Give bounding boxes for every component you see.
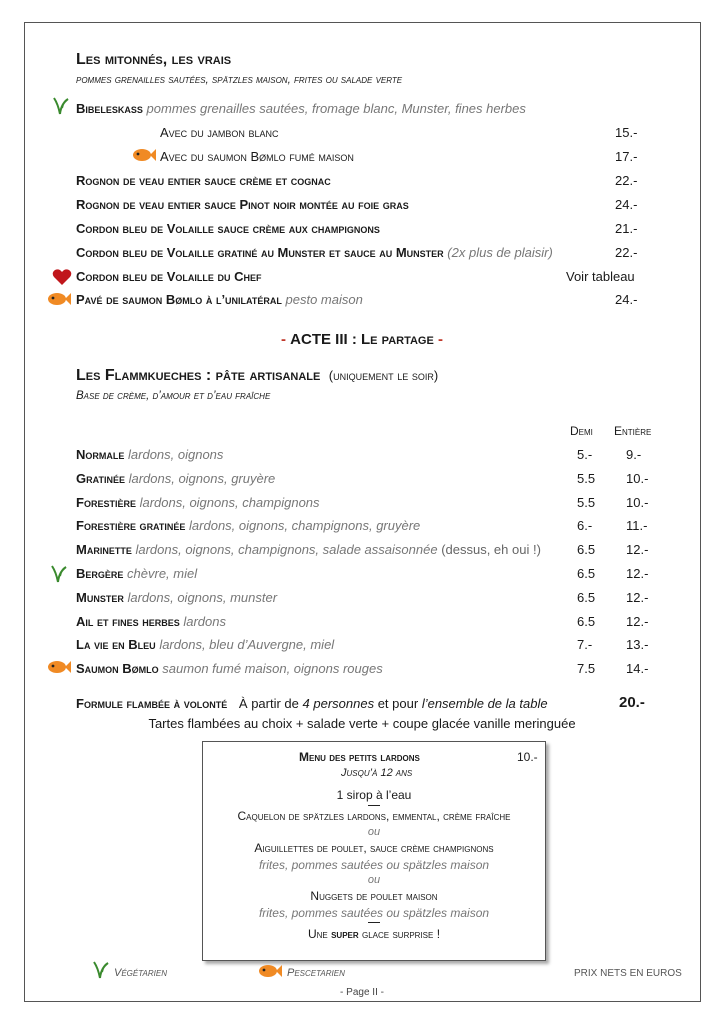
kids-option-3-sides: frites, pommes sautées ou spätzles maison xyxy=(258,906,490,920)
item-price: Voir tableau xyxy=(566,269,635,284)
item-price: 22.- xyxy=(615,173,638,188)
price-demi: 5.- xyxy=(577,447,593,462)
or-text: ou xyxy=(367,826,381,838)
item-name: Cordon bleu de Volaille gratiné au Munster et sauce au Munster xyxy=(76,245,444,260)
vegetarian-icon xyxy=(52,96,70,116)
item-name: Cordon bleu de Volaille du Chef xyxy=(76,269,262,284)
item-name: Cordon bleu de Volaille sauce crème aux champignons xyxy=(76,221,380,236)
item-desc: saumon fumé maison, oignons rouges xyxy=(162,661,383,676)
kids-option-3: Nuggets de poulet maison xyxy=(310,889,438,903)
price-demi: 7.5 xyxy=(577,661,596,676)
col-demi: Demi xyxy=(570,424,593,438)
kids-option-1: Caquelon de spätzles lardons, emmental, crème fraîche xyxy=(237,809,511,823)
section-title: Les mitonnés, les vrais xyxy=(76,51,232,68)
price-entiere: 9.- xyxy=(626,447,642,462)
fish-icon xyxy=(258,963,282,979)
menu-item xyxy=(76,245,553,260)
price-entiere: 12.- xyxy=(626,614,649,629)
vegetarian-icon xyxy=(50,564,68,584)
menu-item xyxy=(76,292,363,307)
item-price: 21.- xyxy=(615,221,638,236)
section-subtitle: Base de crème, d’amour et d’eau fraîche xyxy=(76,390,271,402)
legend-vegetarien: Végétarien xyxy=(114,967,167,979)
price-entiere: 13.- xyxy=(626,637,649,652)
flammkueche-item xyxy=(76,518,420,533)
vegetarian-icon xyxy=(92,960,110,980)
item-price: 22.- xyxy=(615,245,638,260)
item-desc: lardons, oignons, munster xyxy=(127,590,278,605)
fish-icon xyxy=(132,147,156,163)
item-name: Rognon de veau entier sauce Pinot noir montée au foie gras xyxy=(76,197,409,212)
flammkueche-item xyxy=(76,614,226,629)
price-demi: 6.- xyxy=(577,518,593,533)
price-demi: 6.5 xyxy=(577,614,596,629)
item-name: Forestière xyxy=(76,495,136,510)
price-entiere: 10.- xyxy=(626,495,649,510)
item-desc: lardons, oignons xyxy=(128,447,224,462)
section-title: Les Flammkueches : pâte artisanale (uniquement le soir) xyxy=(76,367,439,384)
kids-title: Menu des petits lardons xyxy=(299,750,420,764)
page-number: - Page II - xyxy=(340,987,384,998)
item-name: Rognon de veau entier sauce crème et cognac xyxy=(76,173,331,188)
kids-dessert: Une super glace surprise ! xyxy=(307,927,441,941)
flammkueche-item xyxy=(76,637,334,652)
item-name: Gratinée xyxy=(76,471,125,486)
item-desc: lardons xyxy=(183,614,226,629)
item-extra: (dessus, eh oui !) xyxy=(441,542,541,557)
formule-price: 20.- xyxy=(619,694,645,711)
item-price: 24.- xyxy=(615,197,638,212)
item-name: Normale xyxy=(76,447,125,462)
price-entiere: 14.- xyxy=(626,661,649,676)
kids-option-2: Aiguillettes de poulet, sauce crème champignons xyxy=(254,841,494,855)
price-entiere: 12.- xyxy=(626,590,649,605)
kids-option-2-sides: frites, pommes sautées ou spätzles maison xyxy=(258,858,490,872)
price-entiere: 10.- xyxy=(626,471,649,486)
kids-drink: 1 sirop à l’eau xyxy=(336,788,412,802)
acte-heading: - ACTE III : Le partage - xyxy=(281,331,443,348)
item-name: Bergère xyxy=(76,566,124,581)
price-demi: 5.5 xyxy=(577,495,596,510)
item-name: Avec du saumon Bømlo fumé maison xyxy=(160,149,354,164)
item-desc: pommes grenailles sautées, fromage blanc, Munster, fines herbes xyxy=(146,101,526,116)
item-desc: lardons, oignons, gruyère xyxy=(128,471,276,486)
divider xyxy=(368,922,380,923)
item-desc: lardons, oignons, champignons xyxy=(139,495,320,510)
item-name: Munster xyxy=(76,590,124,605)
item-price: 15.- xyxy=(615,125,638,140)
flammkueche-item xyxy=(76,495,320,510)
legend-pescetarien: Pescetarien xyxy=(287,967,345,979)
flammkueche-item xyxy=(76,542,541,557)
price-demi: 7.- xyxy=(577,637,593,652)
formule-details: Tartes flambées au choix + salade verte + coupe glacée vanille meringuée xyxy=(148,716,576,731)
item-name: La vie en Bleu xyxy=(76,637,156,652)
item-desc: lardons, oignons, champignons, salade assaisonnée xyxy=(135,542,438,557)
item-name: Avec du jambon blanc xyxy=(160,125,279,140)
item-price: 24.- xyxy=(615,292,638,307)
item-desc: chèvre, miel xyxy=(127,566,198,581)
item-desc: pesto maison xyxy=(285,292,363,307)
item-name: Marinette xyxy=(76,542,132,557)
heart-icon xyxy=(52,268,72,286)
fish-icon xyxy=(47,291,71,307)
item-desc: lardons, oignons, champignons, gruyère xyxy=(189,518,421,533)
flammkueche-item xyxy=(76,661,383,676)
kids-age: Jusqu’à 12 ans xyxy=(341,767,413,779)
item-price: 17.- xyxy=(615,149,638,164)
price-entiere: 12.- xyxy=(626,542,649,557)
item-name: Forestière gratinée xyxy=(76,518,186,533)
item-note: (2x plus de plaisir) xyxy=(447,245,553,260)
price-demi: 6.5 xyxy=(577,590,596,605)
price-demi: 5.5 xyxy=(577,471,596,486)
price-demi: 6.5 xyxy=(577,542,596,557)
item-name: Bibeleskass xyxy=(76,101,143,116)
price-demi: 6.5 xyxy=(577,566,596,581)
kids-price: 10.- xyxy=(517,750,538,764)
menu-item-bibeleskass xyxy=(76,101,526,116)
fish-icon xyxy=(47,659,71,675)
or-text: ou xyxy=(367,874,381,886)
price-entiere: 12.- xyxy=(626,566,649,581)
prix-nets: PRIX NETS EN EUROS xyxy=(574,968,682,979)
flammkueche-item xyxy=(76,447,223,462)
item-name: Ail et fines herbes xyxy=(76,614,180,629)
flammkueche-item xyxy=(76,590,277,605)
col-entiere: Entière xyxy=(614,424,652,438)
divider xyxy=(368,805,380,806)
item-name: Pavé de saumon Bømlo à l’unilatéral xyxy=(76,292,282,307)
formule-line: Formule flambée à volonté À partir de 4 personnes et pour l’ensemble de la table xyxy=(76,696,548,711)
section-subtitle: pommes grenailles sautées, spätzles maison, frites ou salade verte xyxy=(76,74,403,86)
price-entiere: 11.- xyxy=(626,518,648,533)
kids-menu-box xyxy=(202,741,546,961)
flammkueche-item xyxy=(76,471,275,486)
item-desc: lardons, bleu d’Auvergne, miel xyxy=(159,637,335,652)
flammkueche-item xyxy=(76,566,197,581)
item-name: Saumon Bømlo xyxy=(76,661,159,676)
